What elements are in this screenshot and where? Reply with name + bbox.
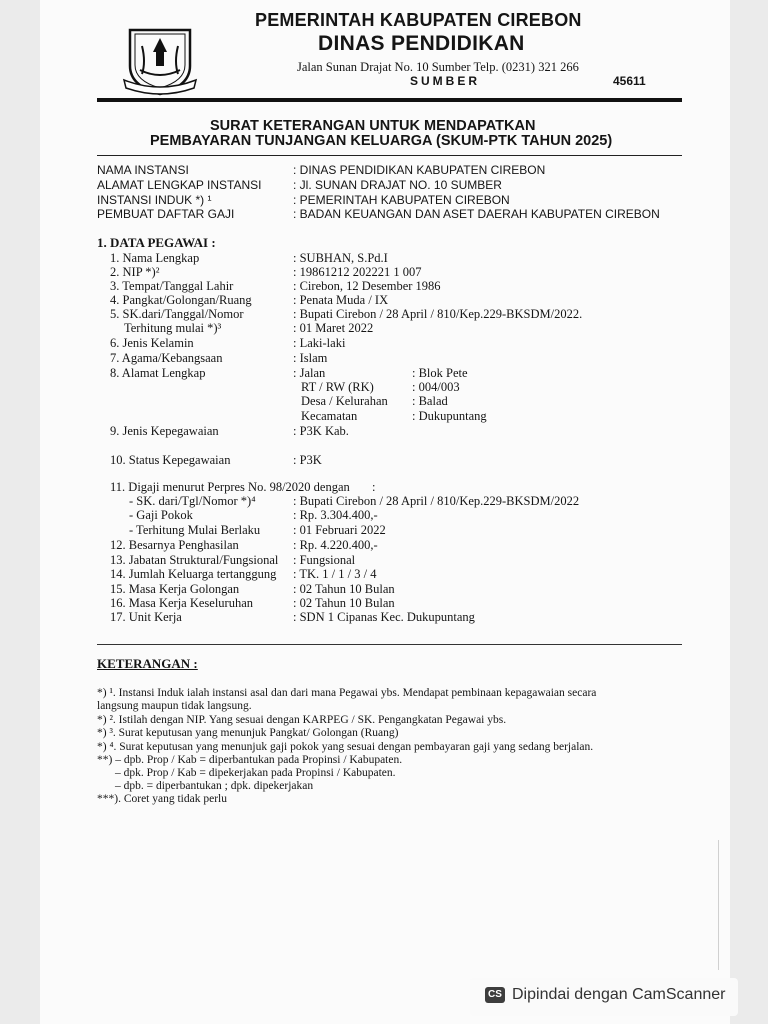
note-line: *) ³. Surat keputusan yang menunjuk Pangkat/ Golongan (Ruang) <box>97 727 399 739</box>
note-line: *) ². Istilah dengan NIP. Yang sesuai dengan KARPEG / SK. Pengangkatan Pegawai ybs. <box>97 714 507 726</box>
field-label: - Gaji Pokok <box>129 508 193 522</box>
cirebon-regency-emblem-icon <box>122 22 198 98</box>
field-value: : SDN 1 Cipanas Kec. Dukupuntang <box>293 610 475 624</box>
field-label: 3. Tempat/Tanggal Lahir <box>110 279 234 293</box>
field-label: 2. NIP *)² <box>110 265 160 279</box>
field-value: : 01 Februari 2022 <box>293 523 386 537</box>
address-label: Kecamatan <box>301 409 358 423</box>
field-label: 10. Status Kepegawaian <box>110 453 231 467</box>
field-label: 6. Jenis Kelamin <box>110 336 194 350</box>
section-title-employee-data: 1. DATA PEGAWAI : <box>97 235 216 250</box>
field-value: : 02 Tahun 10 Bulan <box>293 582 395 596</box>
header-address: Jalan Sunan Drajat No. 10 Sumber Telp. (0231) 321 266 <box>297 60 579 74</box>
field-value: : Rp. 3.304.400,- <box>293 508 378 522</box>
address-value: : Balad <box>412 394 448 408</box>
field-value: : Bupati Cirebon / 28 April / 810/Kep.229-BKSDM/2022 <box>293 494 580 508</box>
header-agency-name: DINAS PENDIDIKAN <box>318 32 525 55</box>
notes-divider <box>97 644 682 645</box>
field-value: : P3K <box>293 453 322 467</box>
info-label: PEMBUAT DAFTAR GAJI <box>97 207 235 221</box>
note-line: *) ⁴. Surat keputusan yang menunjuk gaji pokok yang sesuai dengan pembayaran gaji yang sedang berjalan. <box>97 741 594 753</box>
field-value: : 19861212 202221 1 007 <box>293 265 422 279</box>
info-value: : BADAN KEUANGAN DAN ASET DAERAH KABUPATEN CIREBON <box>293 207 660 221</box>
info-label: ALAMAT LENGKAP INSTANSI <box>97 178 262 192</box>
field-label: 14. Jumlah Keluarga tertanggung <box>110 567 277 581</box>
field-value: : Cirebon, 12 Desember 1986 <box>293 279 441 293</box>
note-line: – dpb. = diperbantukan ; dpk. dipekerjakan <box>115 780 314 792</box>
note-line: langsung maupun tidak langsung. <box>97 700 252 712</box>
field-label: 5. SK.dari/Tanggal/Nomor <box>110 307 244 321</box>
field-value: : Islam <box>293 351 328 365</box>
camscanner-text: Dipindai dengan CamScanner <box>512 986 726 1003</box>
field-value: : 01 Maret 2022 <box>293 321 374 335</box>
field-label: 17. Unit Kerja <box>110 610 182 624</box>
address-value: : Blok Pete <box>412 366 468 380</box>
info-value: : DINAS PENDIDIKAN KABUPATEN CIREBON <box>293 163 546 177</box>
field-value: : Rp. 4.220.400,- <box>293 538 378 552</box>
document-title-line1: SURAT KETERANGAN UNTUK MENDAPATKAN <box>210 118 536 134</box>
note-line: ***). Coret yang tidak perlu <box>97 793 227 805</box>
info-value: : PEMERINTAH KABUPATEN CIREBON <box>293 193 510 207</box>
note-line: – dpk. Prop / Kab = dipekerjakan pada Propinsi / Kabupaten. <box>115 767 396 779</box>
field-value: : Penata Muda / IX <box>293 293 389 307</box>
field-label: 7. Agama/Kebangsaan <box>110 351 223 365</box>
field-value: : Jalan <box>293 366 326 380</box>
field-value: : P3K Kab. <box>293 424 349 438</box>
address-label: Desa / Kelurahan <box>301 394 388 408</box>
address-value: : Dukupuntang <box>412 409 487 423</box>
field-value: : <box>372 480 376 494</box>
info-label: NAMA INSTANSI <box>97 163 189 177</box>
field-label: - SK. dari/Tgl/Nomor *)⁴ <box>129 494 256 508</box>
field-label: 1. Nama Lengkap <box>110 251 200 265</box>
field-value: : Bupati Cirebon / 28 April / 810/Kep.229-BKSDM/2022. <box>293 307 583 321</box>
field-value: : TK. 1 / 1 / 3 / 4 <box>293 567 377 581</box>
note-line: *) ¹. Instansi Induk ialah instansi asal dan dari mana Pegawai ybs. Mendapat pembinaan kepagawaian secara <box>97 687 597 699</box>
header-postal-code: 45611 <box>613 74 646 88</box>
field-label: 15. Masa Kerja Golongan <box>110 582 240 596</box>
field-label: 11. Digaji menurut Perpres No. 98/2020 dengan <box>110 480 350 494</box>
document-title-line2: PEMBAYARAN TUNJANGAN KELUARGA (SKUM-PTK TAHUN 2025) <box>150 133 613 149</box>
field-label: 4. Pangkat/Golongan/Ruang <box>110 293 252 307</box>
header-divider <box>97 98 682 102</box>
info-label: INSTANSI INDUK *) ¹ <box>97 193 212 207</box>
header-government-name: PEMERINTAH KABUPATEN CIREBON <box>255 10 582 30</box>
field-label: 8. Alamat Lengkap <box>110 366 206 380</box>
info-value: : Jl. SUNAN DRAJAT NO. 10 SUMBER <box>293 178 502 192</box>
field-value: : Laki-laki <box>293 336 346 350</box>
field-label: 12. Besarnya Penghasilan <box>110 538 239 552</box>
field-label: - Terhitung Mulai Berlaku <box>129 523 261 537</box>
note-line: **) – dpb. Prop / Kab = diperbantukan pada Propinsi / Kabupaten. <box>97 754 403 766</box>
field-label: Terhitung mulai *)³ <box>124 321 222 335</box>
field-value: : SUBHAN, S.Pd.I <box>293 251 388 265</box>
field-value: : 02 Tahun 10 Bulan <box>293 596 395 610</box>
title-divider <box>97 155 682 156</box>
scan-edge-line <box>718 840 719 970</box>
address-value: : 004/003 <box>412 380 460 394</box>
field-value: : Fungsional <box>293 553 356 567</box>
notes-title: KETERANGAN : <box>97 656 198 671</box>
field-label: 16. Masa Kerja Keseluruhan <box>110 596 254 610</box>
field-label: 9. Jenis Kepegawaian <box>110 424 219 438</box>
camscanner-icon: CS <box>485 987 505 1003</box>
header-city: SUMBER <box>410 74 481 88</box>
address-label: RT / RW (RK) <box>301 380 374 394</box>
field-label: 13. Jabatan Struktural/Fungsional <box>110 553 279 567</box>
